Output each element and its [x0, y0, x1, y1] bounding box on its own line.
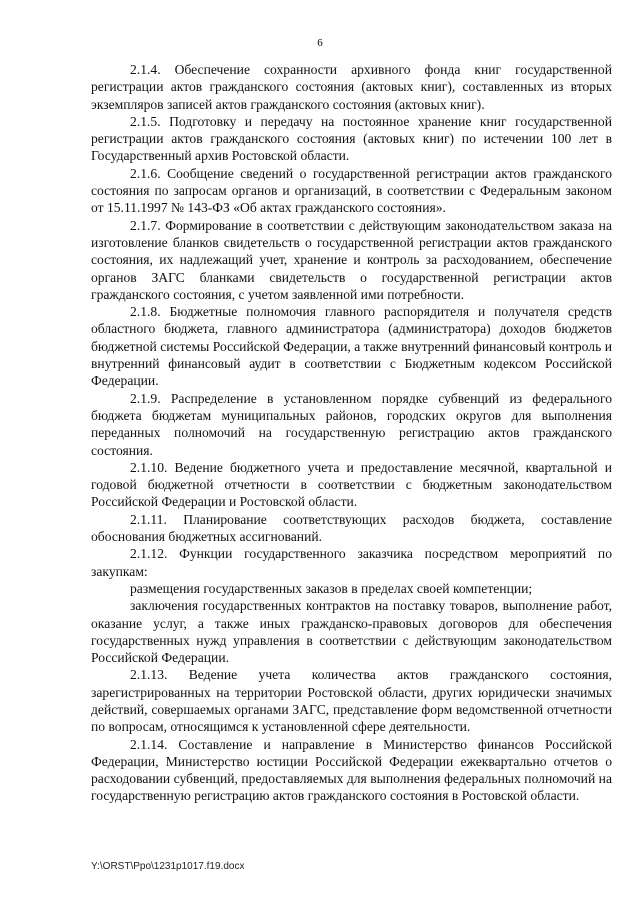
paragraph-2-1-12: 2.1.12. Функции государственного заказчика посредством мероприятий по закупкам: — [91, 546, 612, 579]
paragraph-2-1-12-item-1: размещения государственных заказов в пределах своей компетенции; — [130, 580, 533, 596]
paragraph-2-1-7: 2.1.7. Формирование в соответствии с действующим законодательством заказа на изготовление бланков свидетельств о государственной регистрации актов гражданского состояния, их надлежащий учет, хранение и контроль за расходованием, обеспечение органов ЗАГС бланками свидетельств о государственной регистрации актов гражданского состояния, с учетом заявленной ими потребности. — [91, 217, 612, 302]
paragraph-2-1-6: 2.1.6. Сообщение сведений о государственной регистрации актов гражданского состояния по запросам органов и организаций, в соответствии с Федеральным законом от 15.11.1997 № 143-ФЗ «Об актах гражданского состояния». — [91, 165, 612, 216]
document-body — [91, 61, 612, 805]
paragraph-2-1-8: 2.1.8. Бюджетные полномочия главного распорядителя и получателя средств областного бюджета, главного администратора (администратора) доходов бюджетов бюджетной системы Российской Федерации, а также внутренний финансовый контроль и внутренний финансовый аудит в соответствии с Бюджетным кодексом Российской Федерации. — [91, 304, 612, 389]
paragraph-2-1-9: 2.1.9. Распределение в установленном порядке субвенций из федерального бюджета бюджетам муниципальных районов, городских округов для выполнения переданных полномочий на государственную регистрацию актов гражданского состояния. — [91, 390, 612, 458]
paragraph-2-1-4: 2.1.4. Обеспечение сохранности архивного фонда книг государственной регистрации актов гражданского состояния (актовых книг), составленных из вторых экземпляров записей актов гражданского состояния (актовых книг). — [91, 62, 612, 112]
footer-file-path: Y:\ORST\Ppo\1231p1017.f19.docx — [91, 861, 245, 872]
paragraph-2-1-12-item-2: заключения государственных контрактов на поставку товаров, выполнение работ, оказание услуг, а также иных гражданско-правовых договоров для обеспечения государственных нужд управления в соответствии с действующим законодательством Российской Федерации. — [91, 598, 612, 666]
paragraph-2-1-13: 2.1.13. Ведение учета количества актов гражданского состояния, зарегистрированных на территории Ростовской области, других юридически значимых действий, совершаемых органами ЗАГС, представление форм ведомственной отчетности по вопросам, относящимся к установленной сфере деятельности. — [91, 667, 612, 735]
page-number: 6 — [317, 37, 323, 49]
paragraph-2-1-14: 2.1.14. Составление и направление в Министерство финансов Российской Федерации, Министерство юстиции Российской Федерации ежеквартально отчетов о расходовании субвенций, предоставляемых для выполнения федеральных полномочий на государственную регистрацию актов гражданского состояния в Ростовской области. — [91, 736, 612, 804]
paragraph-2-1-10: 2.1.10. Ведение бюджетного учета и предоставление месячной, квартальной и годовой бюджетной отчетности в соответствии с бюджетным законодательством Российской Федерации и Ростовской области. — [91, 459, 612, 510]
paragraph-2-1-11: 2.1.11. Планирование соответствующих расходов бюджета, составление обоснования бюджетных ассигнований. — [91, 511, 612, 545]
paragraph-2-1-5: 2.1.5. Подготовку и передачу на постоянное хранение книг государственной регистрации актов гражданского состояния (актовых книг) по истечении 100 лет в Государственный архив Ростовской области. — [91, 113, 612, 164]
